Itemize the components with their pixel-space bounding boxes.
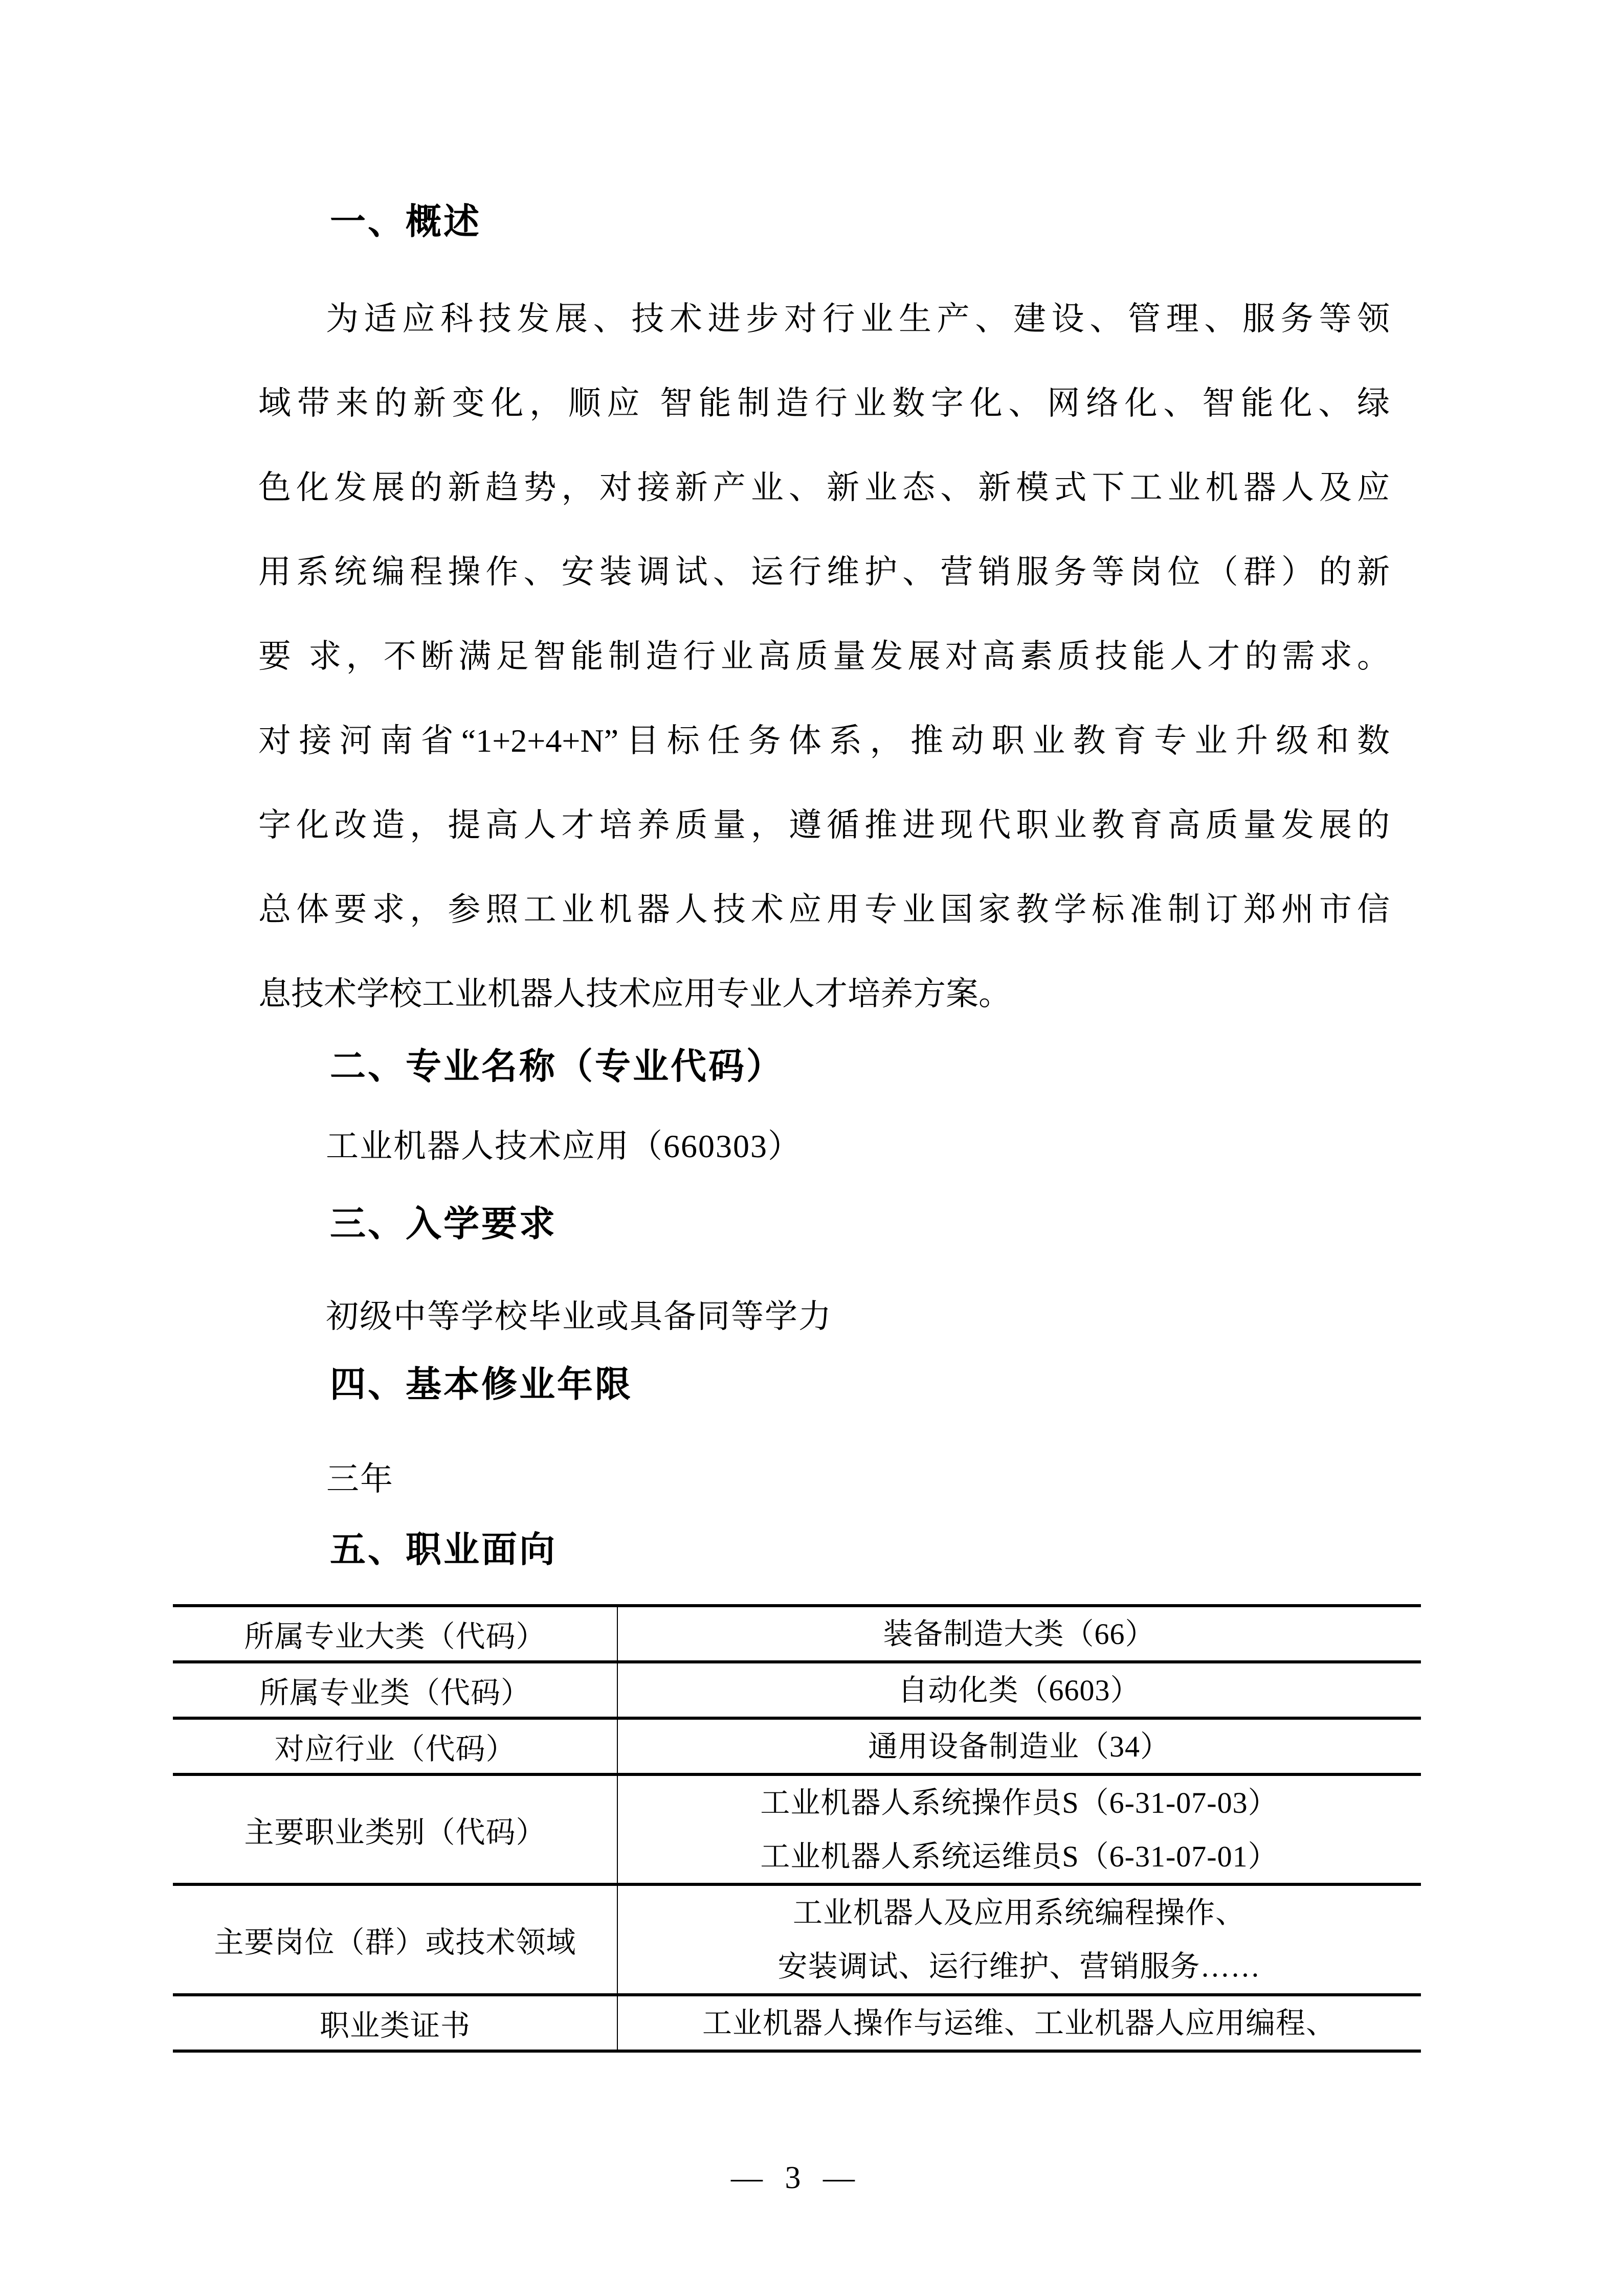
- table-label-cell: 所属专业类（代码）: [259, 1676, 531, 1709]
- table-value-line: 工业机器人操作与运维、工业机器人应用编程、: [702, 2006, 1336, 2040]
- table-column-divider: [617, 1604, 618, 2050]
- paragraph-line: 对接河南省“1+2+4+N”目标任务体系，推动职业教育专业升级和数: [258, 723, 1390, 759]
- table-value-line: 装备制造大类（66）: [883, 1617, 1155, 1651]
- paragraph-line: 为适应科技发展、技术进步对行业生产、建设、管理、服务等领: [326, 301, 1390, 337]
- table-label-cell: 所属专业大类（代码）: [244, 1620, 546, 1653]
- table-row: [173, 1773, 1421, 1883]
- table-label-cell: 主要岗位（群）或技术领域: [214, 1926, 576, 1959]
- table-row: [173, 1993, 1421, 2050]
- section-heading-career-orientation: 五、职业面向: [330, 1529, 557, 1569]
- table-value-cell: [617, 1996, 1421, 2050]
- paragraph-line: 域带来的新变化，顺应 智能制造行业数字化、网络化、智能化、绿: [258, 385, 1390, 421]
- table-value-cell: [617, 1607, 1421, 1660]
- table-value-line: 自动化类（6603）: [898, 1673, 1141, 1707]
- table-value-cell: [617, 1720, 1421, 1773]
- section-heading-entry-requirement: 三、入学要求: [330, 1204, 557, 1244]
- table-value-cell: [617, 1776, 1421, 1883]
- major-name-line: 工业机器人技术应用（660303）: [326, 1128, 802, 1164]
- paragraph-line: 色化发展的新趋势，对接新产业、新业态、新模式下工业机器人及应: [258, 469, 1390, 506]
- section-heading-study-duration: 四、基本修业年限: [330, 1364, 633, 1404]
- table-row: [173, 1883, 1421, 1993]
- paragraph-line: 息技术学校工业机器人技术应用专业人才培养方案。: [258, 976, 1011, 1012]
- paragraph-line: 总体要求，参照工业机器人技术应用专业国家教学标准制订郑州市信: [258, 891, 1390, 928]
- table-value-line: 工业机器人及应用系统编程操作、: [792, 1896, 1245, 1929]
- career-orientation-table: [173, 1604, 1421, 2053]
- table-value-line: 工业机器人系统运维员S（6-31-07-01）: [760, 1839, 1278, 1873]
- entry-requirement-line: 初级中等学校毕业或具备同等学力: [326, 1298, 832, 1335]
- section-heading-major-name: 二、专业名称（专业代码）: [330, 1046, 784, 1086]
- study-duration-line: 三年: [326, 1461, 394, 1497]
- table-row: [173, 1604, 1421, 1660]
- paragraph-line: 要 求，不断满足智能制造行业高质量发展对高素质技能人才的需求。: [258, 638, 1390, 674]
- page-number: — 3 —: [731, 2160, 855, 2195]
- table-value-cell: [617, 1886, 1421, 1993]
- table-value-cell: [617, 1663, 1421, 1717]
- table-label-cell: 对应行业（代码）: [274, 1732, 516, 1766]
- table-row: [173, 1660, 1421, 1717]
- table-row: [173, 1717, 1421, 1773]
- table-value-line: 安装调试、运行维护、营销服务……: [777, 1950, 1261, 1983]
- section-heading-overview: 一、概述: [330, 201, 481, 241]
- table-value-line: 通用设备制造业（34）: [867, 1729, 1170, 1763]
- table-label-cell: 主要职业类别（代码）: [244, 1815, 546, 1849]
- table-label-cell: 职业类证书: [319, 2009, 471, 2042]
- paragraph-line: 用系统编程操作、安装调试、运行维护、营销服务等岗位（群）的新: [258, 554, 1390, 590]
- table-value-line: 工业机器人系统操作员S（6-31-07-03）: [760, 1786, 1278, 1819]
- paragraph-line: 字化改造，提高人才培养质量，遵循推进现代职业教育高质量发展的: [258, 807, 1390, 843]
